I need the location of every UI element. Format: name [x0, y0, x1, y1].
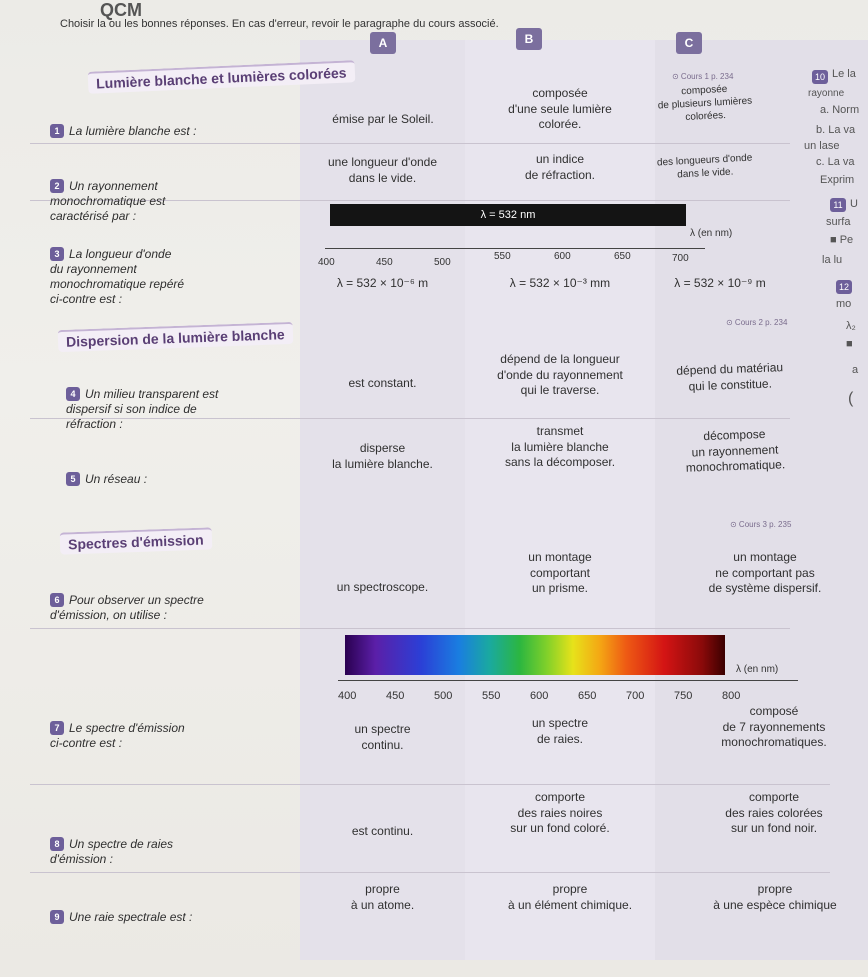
column-head-c: C: [676, 32, 702, 54]
question-number: 8: [50, 837, 64, 851]
side-text: c. La va: [816, 156, 855, 168]
answer-1c[interactable]: composée de plusieurs lumières colorées.: [657, 83, 753, 124]
side-text: Le la: [832, 68, 856, 80]
lambda-tick: 700: [672, 253, 689, 264]
side-text: U: [850, 198, 858, 210]
spectrum-tick: 650: [578, 690, 597, 702]
side-text: mo: [836, 298, 852, 310]
column-head-b: B: [516, 28, 542, 50]
answer-2c[interactable]: des longueurs d'onde dans le vide.: [656, 152, 753, 181]
answer-5c[interactable]: décompose un rayonnement monochromatique.: [685, 426, 786, 475]
spectrum-tick: 450: [386, 690, 405, 702]
lambda-bar: λ = 532 nm: [330, 204, 686, 226]
answer-3a[interactable]: λ = 532 × 10⁻⁶ m: [336, 276, 429, 290]
lambda-axis: [325, 248, 705, 249]
answer-3b[interactable]: λ = 532 × 10⁻³ mm: [509, 276, 611, 290]
answer-4b[interactable]: dépend de la longueur d'onde du rayonnement qui le traverse.: [497, 352, 623, 398]
question-8: [50, 822, 173, 867]
question-text: Un spectre de raies d'émission :: [50, 837, 174, 866]
side-text: rayonne: [808, 88, 845, 99]
question-number: 5: [66, 472, 80, 486]
lambda-tick: 450: [376, 257, 393, 268]
lambda-unit: λ (en nm): [690, 228, 733, 239]
side-text: un lase: [804, 140, 840, 152]
answer-8b[interactable]: comporte des raies noires sur un fond coloré.: [510, 790, 610, 836]
side-text: a. Norm: [820, 104, 860, 116]
question-9: [50, 910, 192, 925]
answer-5a[interactable]: disperse la lumière blanche.: [332, 441, 433, 471]
question-text: Pour observer un spectre d'émission, on utilise :: [50, 593, 204, 622]
side-text: Exprim: [820, 174, 855, 186]
instruction-text: Choisir la ou les bonnes réponses. En cas d'erreur, revoir le paragraphe du cours associé.: [60, 18, 499, 30]
side-question-number: 11: [830, 198, 846, 212]
answer-4c[interactable]: dépend du matériau qui le constitue.: [676, 360, 784, 394]
question-2: [50, 164, 165, 224]
section-title-spectres: Spectres d'émission: [60, 527, 212, 554]
answer-9a[interactable]: propre à un atome.: [350, 882, 415, 912]
spectrum-tick: 750: [674, 690, 693, 702]
question-text: Un milieu transparent est dispersif si son indice de réfraction :: [66, 387, 219, 431]
side-text: ■ Pe: [830, 234, 854, 246]
answer-1a[interactable]: émise par le Soleil.: [332, 112, 434, 126]
answer-5b[interactable]: transmet la lumière blanche sans la décomposer.: [504, 424, 616, 470]
answer-6a[interactable]: un spectroscope.: [336, 580, 429, 594]
side-text: b. La va: [816, 124, 856, 136]
answer-4a[interactable]: est constant.: [348, 376, 417, 390]
question-text: Le spectre d'émission ci-contre est :: [50, 721, 185, 750]
question-number: 4: [66, 387, 80, 401]
spectrum-tick: 500: [434, 690, 453, 702]
side-text: (: [848, 390, 854, 407]
row-divider: [30, 143, 790, 144]
side-text: ■: [846, 338, 853, 350]
side-question-number: 10: [812, 70, 828, 84]
question-number: 2: [50, 179, 64, 193]
answer-2b[interactable]: un indice de réfraction.: [524, 152, 596, 182]
row-divider: [30, 628, 790, 629]
question-3: [50, 232, 184, 307]
question-number: 3: [50, 247, 64, 261]
question-7: [50, 706, 185, 751]
side-question-number: 12: [836, 280, 852, 294]
answer-1b[interactable]: composée d'une seule lumière colorée.: [508, 86, 612, 132]
question-6: [50, 578, 204, 623]
answer-8c[interactable]: comporte des raies colorées sur un fond noir.: [725, 790, 823, 836]
spectrum-axis: [338, 680, 798, 681]
answer-9b[interactable]: propre à un élément chimique.: [507, 882, 633, 912]
side-text: λ₂: [846, 320, 856, 332]
page-header-fragment: QCM: [100, 0, 142, 20]
row-divider: [30, 784, 830, 785]
answer-3c[interactable]: λ = 532 × 10⁻⁹ m: [674, 276, 766, 290]
section-title-lumiere: Lumière blanche et lumières colorées: [88, 60, 355, 94]
spectrum-tick: 600: [530, 690, 549, 702]
question-text: La longueur d'onde du rayonnement monochromatique repéré ci-contre est :: [50, 247, 185, 306]
question-text: Un réseau :: [85, 472, 148, 486]
lambda-tick: 650: [614, 251, 631, 262]
side-text: la lu: [822, 254, 843, 266]
question-text: Une raie spectrale est :: [69, 910, 193, 924]
question-1: [50, 124, 196, 139]
question-text: Un rayonnement monochromatique est caractérisé par :: [50, 179, 166, 223]
answer-6b[interactable]: un montage comportant un prisme.: [528, 550, 592, 596]
question-5: [66, 472, 147, 487]
answer-7c[interactable]: composé de 7 rayonnements monochromatiques.: [721, 704, 827, 750]
side-text: a: [852, 364, 859, 376]
lambda-tick: 550: [494, 251, 511, 262]
question-number: 9: [50, 910, 64, 924]
column-head-a: A: [370, 32, 396, 54]
question-number: 7: [50, 721, 64, 735]
cours-ref-3[interactable]: ⊙ Cours 3 p. 235: [730, 520, 792, 529]
row-divider: [30, 872, 830, 873]
answer-2a[interactable]: une longueur d'onde dans le vide.: [327, 155, 438, 185]
lambda-tick: 600: [554, 251, 571, 262]
spectrum-tick: 700: [626, 690, 645, 702]
question-text: La lumière blanche est :: [69, 124, 197, 138]
emission-spectrum: [345, 635, 725, 675]
lambda-tick: 500: [434, 257, 451, 268]
answer-7a[interactable]: un spectre continu.: [354, 722, 411, 752]
spectrum-tick: 800: [722, 690, 741, 702]
section-title-dispersion: Dispersion de la lumière blanche: [58, 322, 293, 352]
answer-6c[interactable]: un montage ne comportant pas de système dispersif.: [708, 550, 822, 596]
question-number: 6: [50, 593, 64, 607]
cours-ref-2[interactable]: ⊙ Cours 2 p. 234: [726, 318, 788, 327]
spectrum-tick: 550: [482, 690, 501, 702]
answer-8a[interactable]: est continu.: [351, 824, 414, 838]
spectrum-unit: λ (en nm): [736, 664, 779, 675]
answer-7b[interactable]: un spectre de raies.: [531, 716, 589, 746]
answer-9c[interactable]: propre à une espèce chimique: [713, 882, 837, 912]
side-text: surfa: [826, 216, 851, 228]
spectrum-tick: 400: [338, 690, 357, 702]
question-number: 1: [50, 124, 64, 138]
question-4: [66, 372, 218, 432]
lambda-tick: 400: [318, 257, 335, 268]
cours-ref-1[interactable]: ⊙ Cours 1 p. 234: [672, 72, 734, 81]
